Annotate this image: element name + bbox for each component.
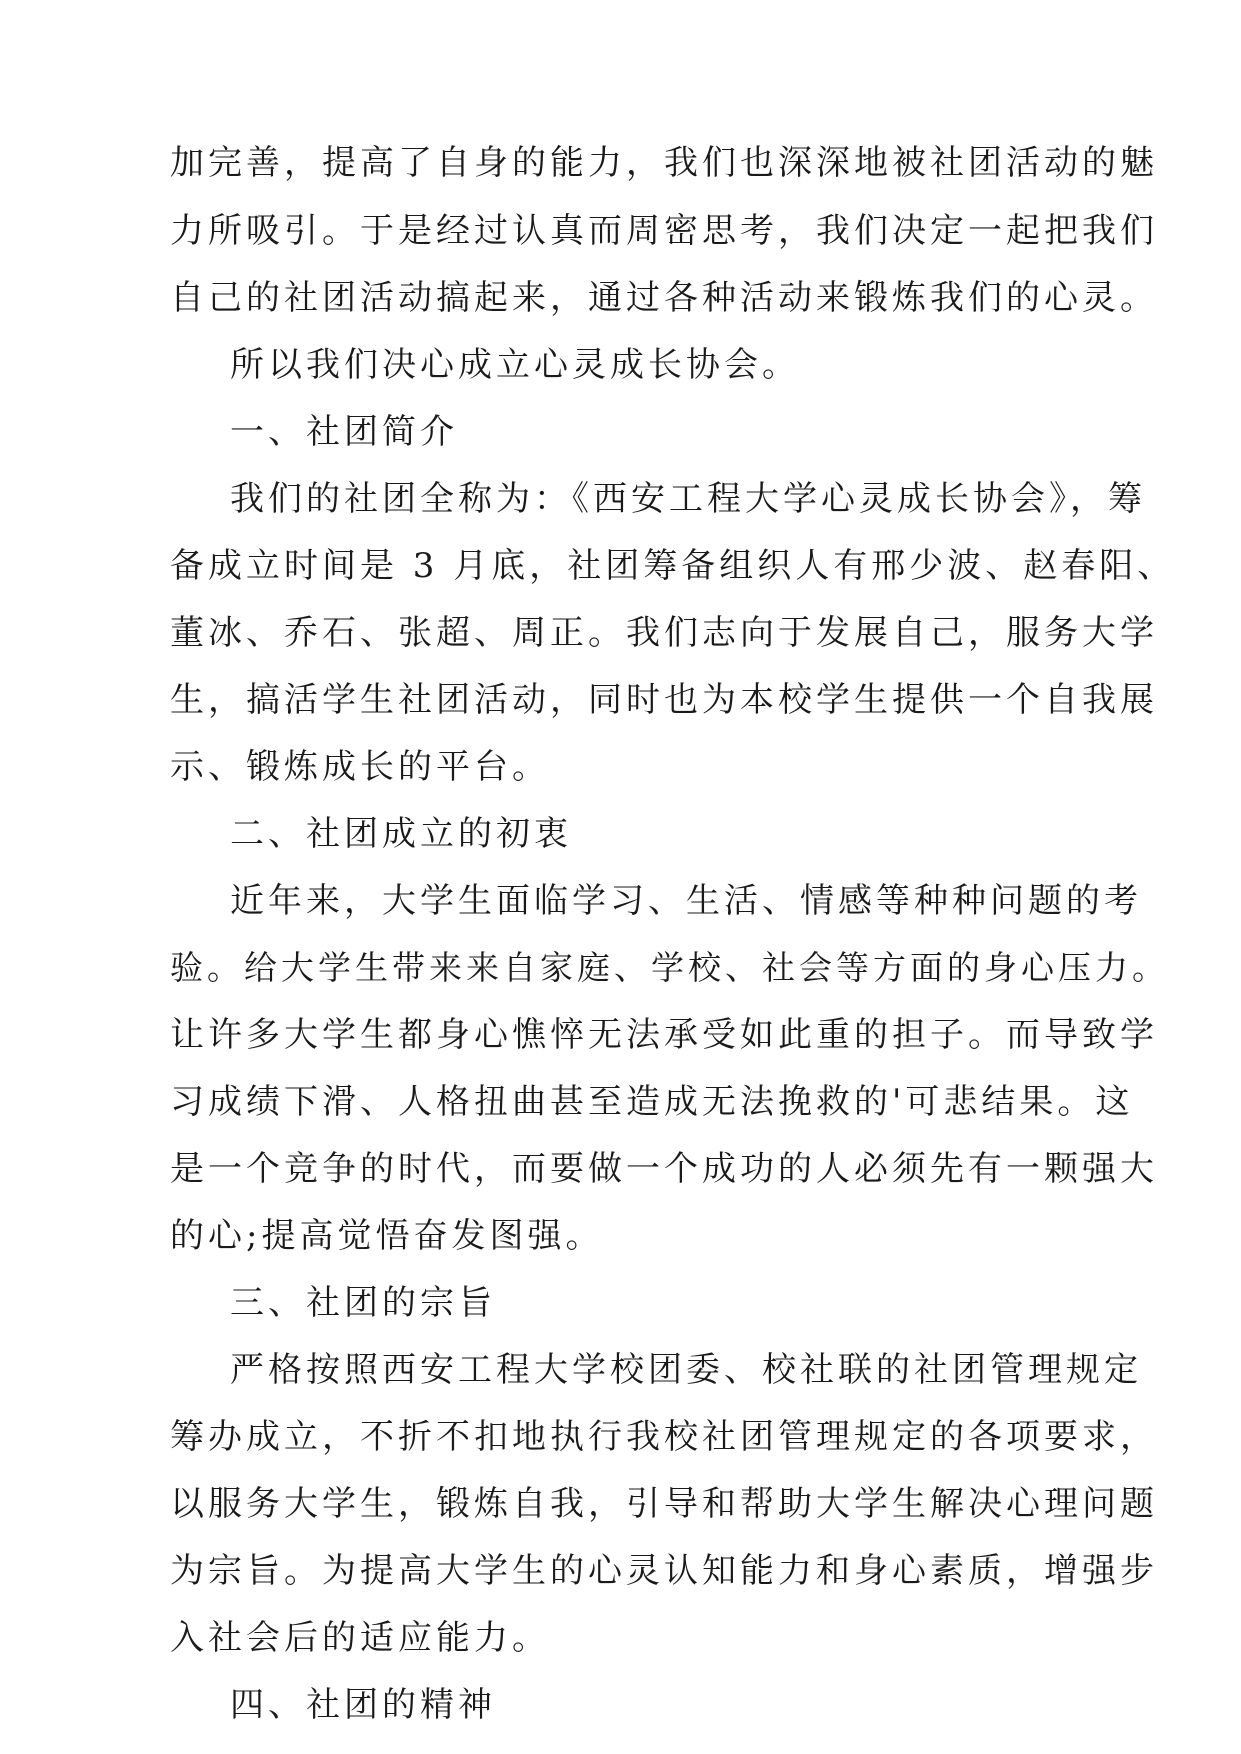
body-text-line: 所以我们决心成立心灵成长协会。 [230, 345, 800, 385]
section-heading-1: 一、社团简介 [230, 412, 458, 452]
body-text-line: 验。给大学生带来来自家庭、学校、社会等方面的身心压力。 [170, 948, 1169, 987]
body-text-line: 董冰、乔石、张超、周正。我们志向于发展自己，服务大学 [170, 613, 1158, 653]
body-text-line: 自己的社团活动搞起来，通过各种活动来锻炼我们的心灵。 [170, 278, 1158, 318]
body-text-line: 生，搞活学生社团活动，同时也为本校学生提供一个自我展 [170, 680, 1158, 720]
body-text-line: 以服务大学生，锻炼自我，引导和帮助大学生解决心理问题 [170, 1484, 1158, 1524]
body-text-line: 习成绩下滑、人格扭曲甚至造成无法挽救的'可悲结果。这 [170, 1082, 1134, 1122]
section-heading-3: 三、社团的宗旨 [230, 1283, 496, 1323]
section-heading-2: 二、社团成立的初衷 [230, 814, 572, 854]
body-text-line: 为宗旨。为提高大学生的心灵认知能力和身心素质，增强步 [170, 1551, 1158, 1591]
body-text-line: 我们的社团全称为：《西安工程大学心灵成长协会》，筹 [230, 479, 1146, 519]
body-text-line: 是一个竞争的时代，而要做一个成功的人必须先有一颗强大 [170, 1149, 1158, 1189]
body-text-line: 加完善，提高了自身的能力，我们也深深地被社团活动的魅 [170, 143, 1158, 183]
body-text-line: 严格按照西安工程大学校团委、校社联的社团管理规定 [230, 1350, 1142, 1390]
body-text-line: 的心;提高觉悟奋发图强。 [170, 1216, 604, 1256]
body-text-line: 力所吸引。于是经过认真而周密思考，我们决定一起把我们 [170, 211, 1158, 251]
body-text-line: 入社会后的适应能力。 [170, 1618, 550, 1658]
body-text-line: 备成立时间是 3 月底，社团筹备组织人有邢少波、赵春阳、 [170, 546, 1176, 586]
section-heading-4: 四、社团的精神 [230, 1685, 496, 1725]
body-text-line: 筹办成立，不折不扣地执行我校社团管理规定的各项要求， [170, 1417, 1158, 1457]
body-text-line: 近年来，大学生面临学习、生活、情感等种种问题的考 [230, 881, 1142, 921]
body-text-line: 示、锻炼成长的平台。 [170, 747, 550, 787]
body-text-line: 让许多大学生都身心憔悴无法承受如此重的担子。而导致学 [170, 1015, 1158, 1055]
